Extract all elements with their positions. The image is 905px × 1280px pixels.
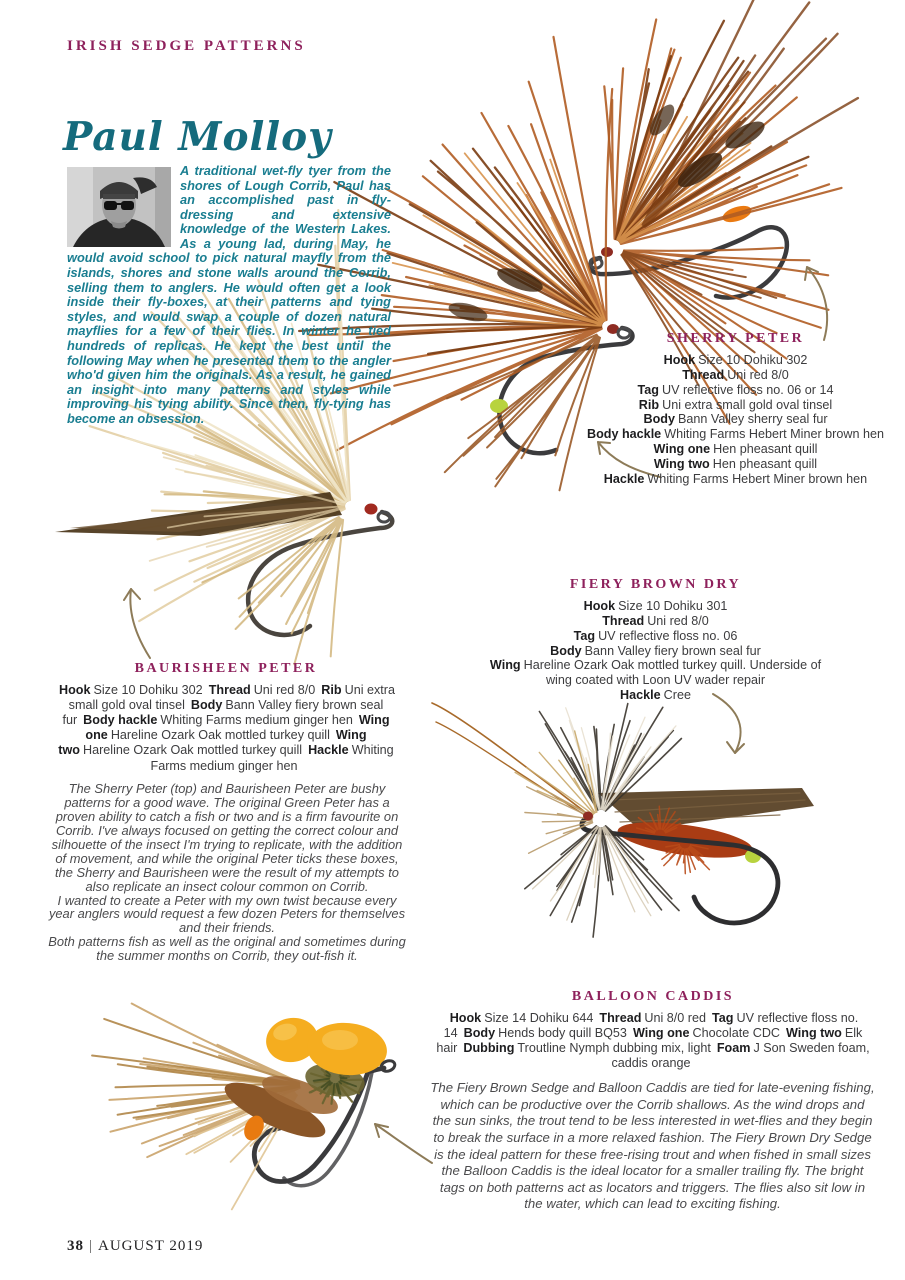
spec-flow: Hook Size 10 Dohiku 302 Thread Uni red 8/0 Rib Uni extra small gold oval tinsel Body Bann Valley fiery brown seal fur Body hackle Whiting Farms medium ginger hen Wing one Hareline Ozark Oak mottled turkey quill Wing two Hareline Ozark Oak mottled turkey quill Hackle Whiting Farms medium ginger hen: [58, 683, 395, 773]
spec-row: Tag UV reflective floss no. 06 or 14: [637, 382, 834, 397]
page-number: 38: [67, 1238, 84, 1254]
commentary-paragraph: The Sherry Peter (top) and Baurisheen Peter are bushy patterns for a good wave. The original Green Peter has a proven ability to catch a fish or two and is a firm favourite on Corrib. I've always focused on getting the correct colour and silhouette of the insect I'm trying to replicate, with the addition of movement, and while the original Peter ticks these boxes, the Sherry and Baurisheen were the result of my attempts to also replicate an insect colour common on Corrib.: [51, 781, 403, 894]
pattern-sherry-peter: [583, 331, 888, 487]
commentary-paragraph: Both patterns fish as well as the original and sometimes during the summer months on Corrib, they out-fish it.: [48, 934, 406, 964]
spec-row: Wing Hareline Ozark Oak mottled turkey quill. Underside of wing coated with Loon UV wader repair: [489, 658, 822, 688]
author-name: Paul Molloy: [63, 114, 332, 160]
page-footer: [67, 1238, 203, 1255]
pattern-title: FIERY BROWN DRY: [569, 577, 742, 592]
commentary-paragraph: The Fiery Brown Sedge and Balloon Caddis are tied for late-evening fishing, which can be productive over the Corrib shallows. As the wind drops and the sun sinks, the trout tend to be less interested in wet-flies and they begin to break the surface in a more relaxed fashion. The Fiery Brown Dry Sedge is the ideal pattern for these free-rising trout and when fished in small sizes the Balloon Caddis is the ideal locator for a smaller trailing fly. The bright tags on both patterns act as locators and triggers. The flies also sit low in the water, which can lead to exciting fishing.: [430, 1080, 875, 1212]
issue-date: AUGUST 2019: [98, 1238, 204, 1254]
spec-row: Hook Size 10 Dohiku 302: [663, 353, 808, 367]
footer-separator: |: [89, 1238, 94, 1254]
commentary-paragraph: I wanted to create a Peter with my own twist because every year anglers would request a few dozen Peters for themselves and their friends.: [48, 892, 406, 936]
section-kicker: IRISH SEDGE PATTERNS: [67, 38, 306, 54]
spec-row: Wing two Hen pheasant quill: [653, 457, 818, 472]
author-bio: [67, 164, 391, 426]
spec-row: Body Bann Valley fiery brown seal fur: [550, 643, 761, 658]
spec-row: Thread Uni red 8/0: [682, 367, 789, 382]
pattern-baurisheen-peter: [50, 661, 402, 774]
spec-row: Rib Uni extra small gold oval tinsel: [638, 397, 833, 412]
spec-row: Body hackle Whiting Farms Hebert Miner brown hen: [587, 427, 884, 442]
pattern-fiery-brown-dry: [488, 577, 823, 703]
spec-row: Thread Uni red 8/0: [602, 613, 709, 628]
author-photo: [67, 167, 171, 247]
pattern-title: BAURISHEEN PETER: [134, 661, 318, 676]
spec-row: Tag UV reflective floss no. 06: [573, 628, 738, 643]
pattern-title: SHERRY PETER: [666, 331, 805, 346]
author-bio-text: A traditional wet-fly tyer from the shores of Lough Corrib, Paul has an accomplished past in fly-dressing and extensive knowledge of the Western Lakes. As a young lad, during May, he would avoid school to pick natural mayfly from the islands, shores and stone walls around the Corrib, selling them to anglers. He would often get a look inside their fly-boxes, at their patterns and tying styles, and would swap a couple of dozen natural mayflies for a few of their flies. In winter he tied hundreds of replicas. He kept the best until the following May when he presented them to the angler who'd given him the originals. As a result, he gained an insight into many patterns and styles while improving his tying ability. Since then, fly-tying has become an obsession.: [67, 163, 391, 426]
pattern-title: BALLOON CADDIS: [571, 989, 735, 1004]
spec-flow: Hook Size 14 Dohiku 644 Thread Uni 8/0 red Tag UV reflective floss no. 14 Body Hends body quill BQ53 Wing one Chocolate CDC Wing two Elk hair Dubbing Troutline Nymph dubbing mix, light Foam J Son Sweden foam, caddis orange: [436, 1011, 870, 1071]
caddis-commentary: [430, 1080, 875, 1213]
spec-row: Hackle Cree: [620, 688, 691, 703]
spec-row: Hackle Whiting Farms Hebert Miner brown hen: [603, 471, 868, 486]
spec-row: Hook Size 10 Dohiku 301: [583, 599, 728, 613]
spec-row: Body Bann Valley sherry seal fur: [643, 412, 828, 427]
peters-commentary: [46, 782, 408, 963]
spec-row: Wing one Hen pheasant quill: [653, 442, 818, 457]
pattern-balloon-caddis: [433, 989, 873, 1071]
